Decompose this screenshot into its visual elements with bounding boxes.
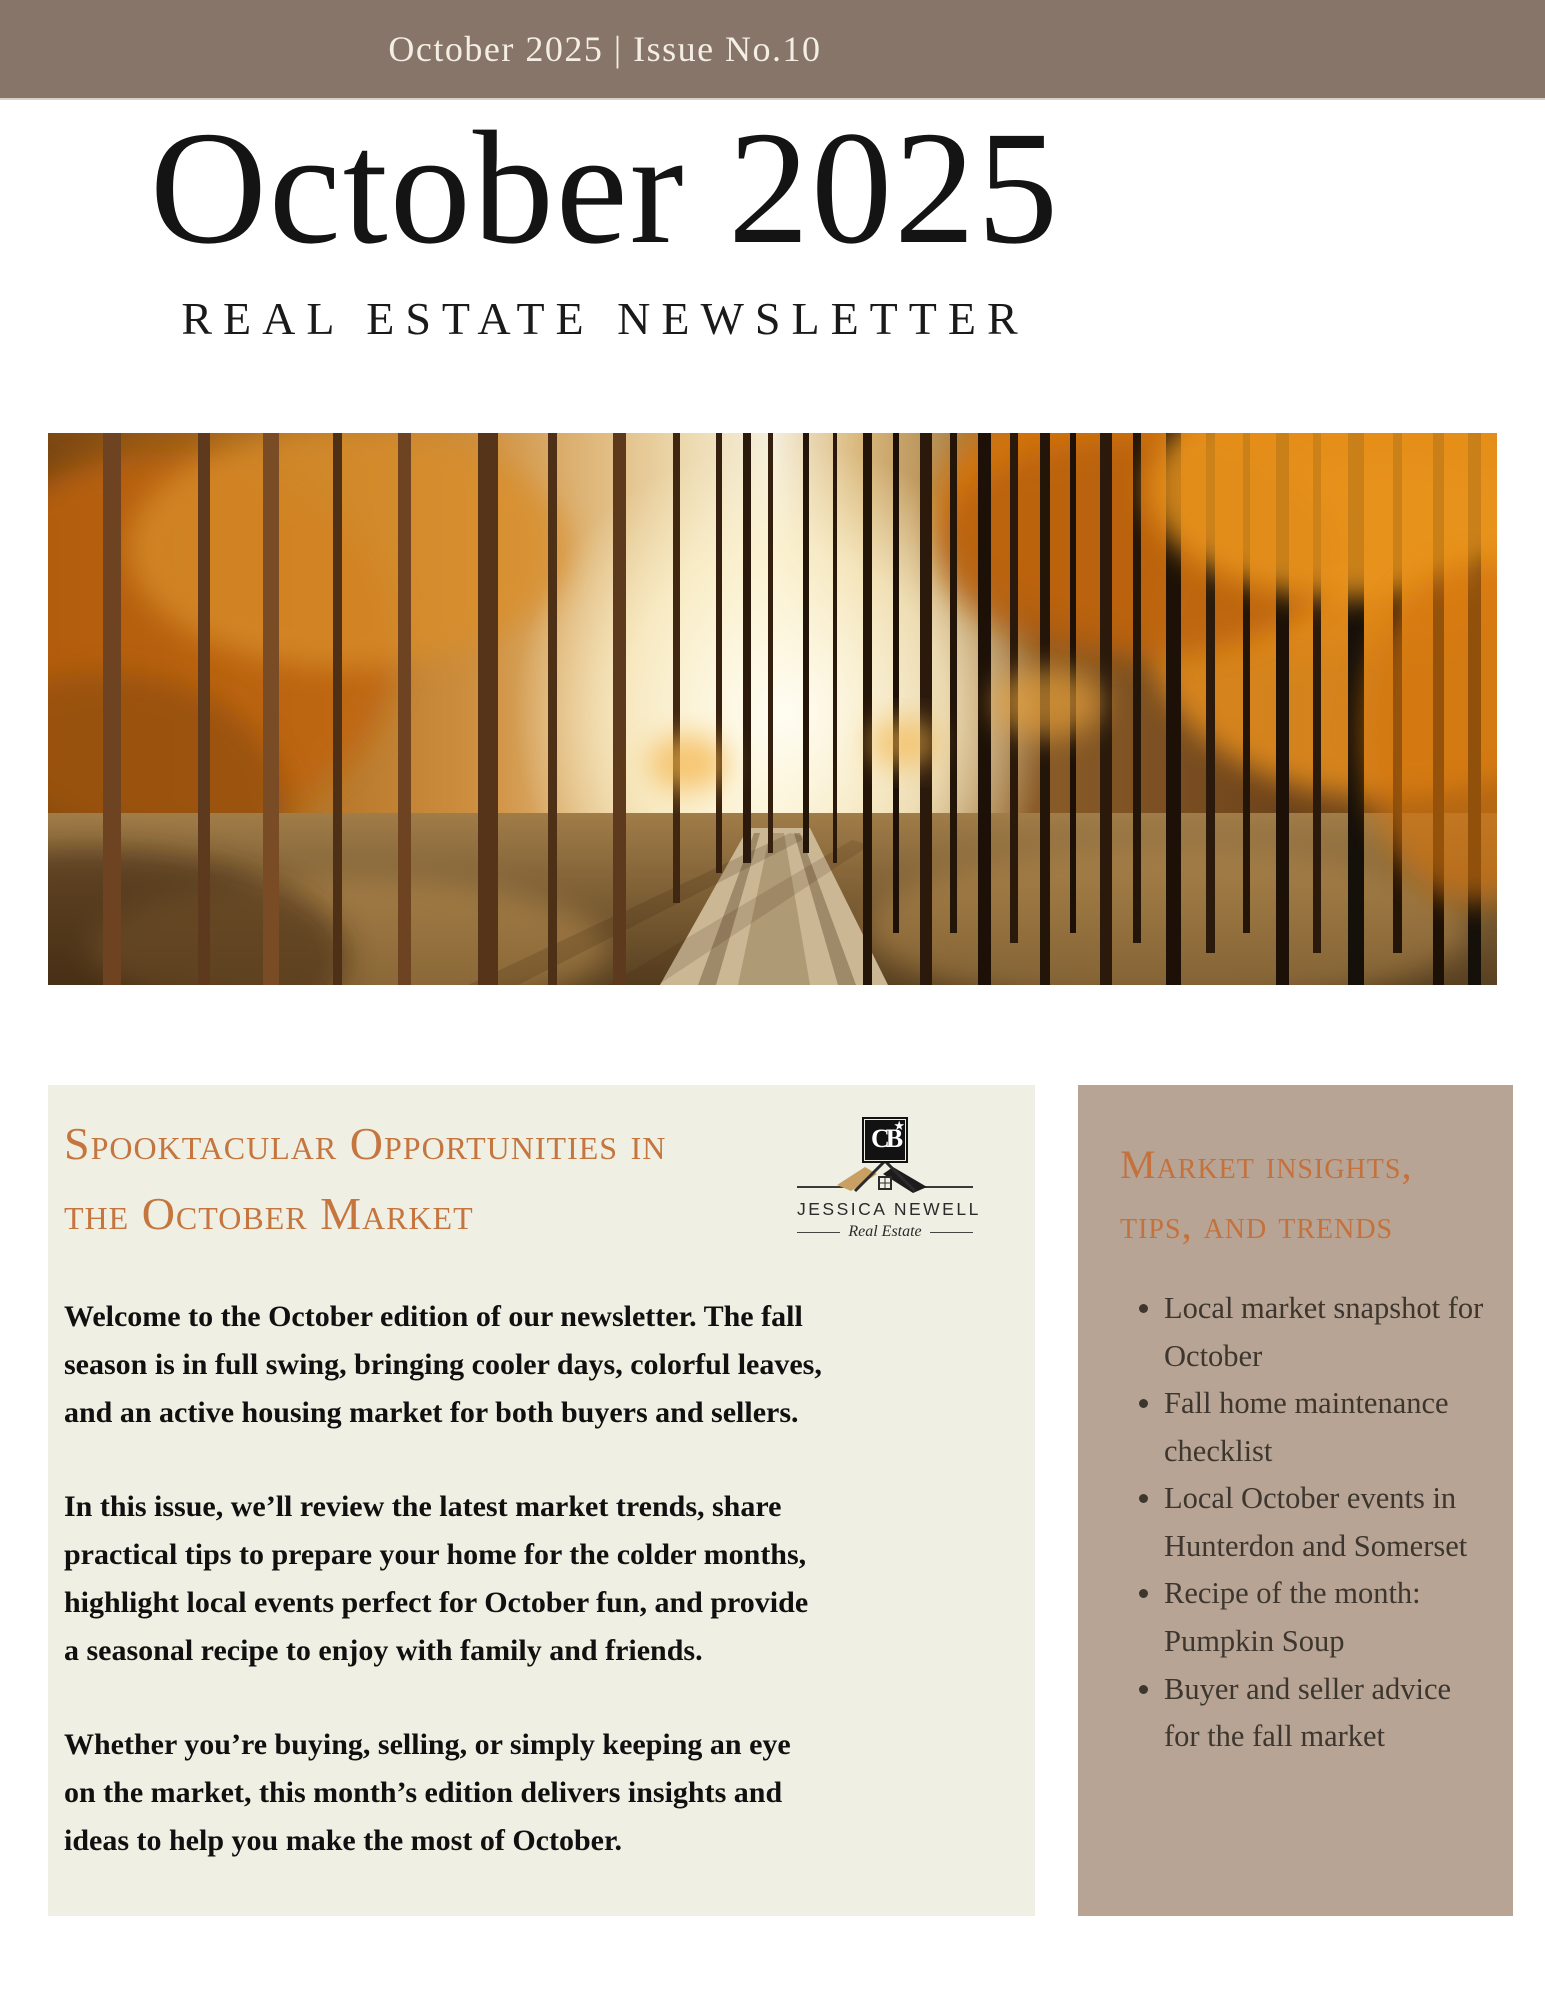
issue-line: October 2025 | Issue No.10 — [388, 29, 822, 69]
masthead — [0, 100, 1210, 345]
article-heading: Spooktacular Opportunities in the October Market — [64, 1118, 667, 1239]
article-header — [64, 1109, 995, 1267]
topbar — [0, 0, 1545, 100]
sidebar-panel — [1078, 1085, 1513, 1916]
list-item: • Fall home maintenance checklist — [1164, 1380, 1487, 1475]
list-item: • Local October events in Hunterdon and Somerset — [1164, 1475, 1487, 1570]
list-item: • Buyer and seller advice for the fall market — [1164, 1666, 1487, 1761]
house-roof-icon — [797, 1157, 973, 1197]
autumn-forest-photo — [48, 433, 1497, 985]
agent-name: JESSICA NEWELL — [797, 1199, 981, 1219]
list-item: • Recipe of the month: Pumpkin Soup — [1164, 1570, 1487, 1665]
star-icon: ★ — [893, 1118, 905, 1133]
page-title: October 2025 — [149, 99, 1061, 278]
logo-tagline — [797, 1223, 973, 1241]
sidebar-heading: Market insights, tips, and trends — [1120, 1142, 1413, 1247]
list-item: • Local market snapshot for October — [1164, 1285, 1487, 1380]
autumn-forest-photo-art — [48, 433, 1497, 985]
article-paragraph-2: In this issue, we’ll review the latest market trends, share practical tips to prepare your home for the colder months, highlight local events perfect for October fun, and provide a seasonal recipe to enjoy with family and friends. — [64, 1490, 809, 1667]
cb-monogram: CB — [870, 1124, 900, 1153]
coldwell-banker-logo-icon — [862, 1117, 908, 1163]
article-panel — [48, 1085, 1035, 1916]
page-subtitle: REAL ESTATE NEWSLETTER — [181, 293, 1029, 345]
logo-tagline-text: Real Estate — [848, 1223, 922, 1240]
brand-logo — [797, 1109, 981, 1241]
sidebar-topics-list — [1120, 1285, 1487, 1761]
article-paragraph-1: Welcome to the October edition of our newsletter. The fall season is in full swing, bringing cooler days, colorful leaves, and an active housing market for both buyers and sellers. — [64, 1300, 822, 1429]
article-paragraph-3: Whether you’re buying, selling, or simply keeping an eye on the market, this month’s edition delivers insights and ideas to help you make the most of October. — [64, 1728, 791, 1857]
